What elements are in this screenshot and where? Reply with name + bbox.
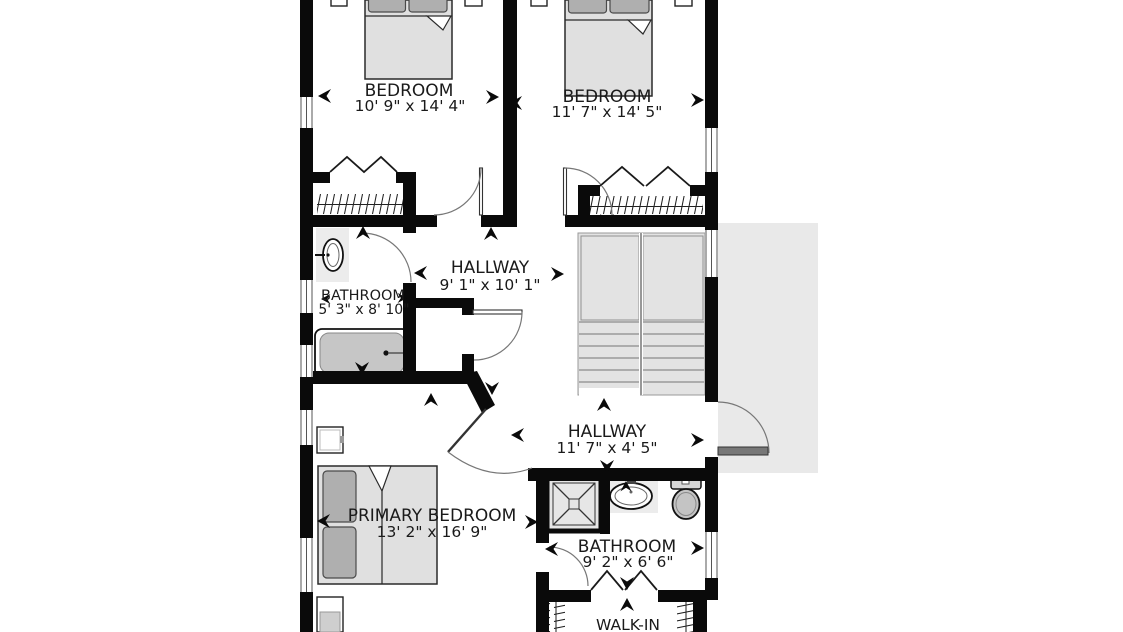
shower: [547, 477, 601, 531]
room-label-hallway-lower: HALLWAY: [567, 422, 647, 442]
window: [300, 280, 313, 313]
pillow: [610, 0, 649, 13]
toilet: [671, 476, 701, 519]
room-dims-bathroom-upper: 5' 3" x 8' 10": [318, 302, 410, 318]
room-label-hallway-upper: HALLWAY: [450, 258, 530, 278]
room-label-walk-in-closet: WALK-IN: [595, 616, 661, 632]
room-dims-hallway-lower: 11' 7" x 4' 5": [556, 439, 658, 457]
lower-bathroom-sink: [606, 478, 658, 513]
upper-bathroom-sink: [315, 228, 349, 282]
window: [705, 230, 718, 277]
nightstand: [317, 427, 344, 453]
room-dims-bedroom-1: 10' 9" x 14' 4": [354, 97, 466, 115]
pillow: [323, 527, 356, 578]
window: [705, 128, 718, 172]
window: [300, 410, 313, 445]
staircase: [578, 233, 705, 396]
room-label-bedroom-1: BEDROOM: [364, 81, 454, 101]
pillow: [369, 0, 406, 12]
primary-bedroom-door: [448, 409, 532, 473]
linen-closet-door: [473, 310, 522, 360]
room-dims-bathroom-lower: 9' 2" x 6' 6": [582, 553, 674, 571]
nightstand: [317, 597, 343, 632]
window: [300, 538, 313, 592]
window: [705, 532, 718, 578]
room-label-bathroom-upper: BATHROOM: [321, 288, 405, 304]
window: [300, 345, 313, 377]
upper-bathroom-door-arc: [362, 233, 411, 282]
drain-icon: [569, 499, 579, 509]
window: [300, 97, 313, 128]
bedroom-1-bed: [365, 0, 452, 79]
bifold-door: [330, 157, 397, 172]
bedroom-2-bed: [565, 0, 652, 96]
room-dims-hallway-upper: 9' 1" x 10' 1": [439, 276, 541, 294]
pillow: [569, 0, 607, 13]
room-label-bedroom-2: BEDROOM: [562, 87, 652, 107]
bifold-door: [600, 167, 690, 186]
faucet-icon: [383, 350, 388, 355]
stair-cut-notch: [579, 388, 640, 396]
bedroom-1-door: [434, 168, 483, 215]
room-label-primary-bedroom: PRIMARY BEDROOM: [347, 506, 517, 526]
room-dims-bedroom-2: 11' 7" x 14' 5": [551, 103, 663, 121]
room-label-bathroom-lower: BATHROOM: [577, 537, 677, 557]
pillow: [409, 0, 447, 12]
room-dims-primary-bedroom: 13' 2" x 16' 9": [376, 523, 488, 541]
deck-area: [718, 223, 818, 473]
